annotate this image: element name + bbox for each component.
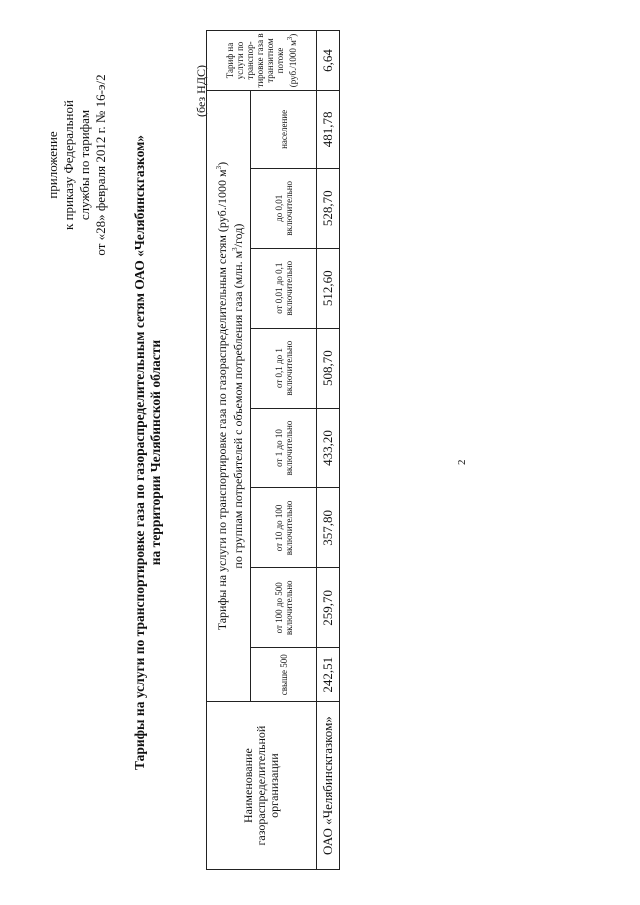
page-number: 2 [456,459,468,465]
value-cell: 481,78 [317,90,340,168]
value-cell: 242,51 [317,648,340,702]
vat-note: (без НДС) [194,64,208,117]
title-line-1: Тарифы на услуги по транспортировке газа по газораспределительным сетям ОАО «Челябинскгазком» [132,134,147,771]
value-cell: 528,70 [317,168,340,248]
group-header-cube-2: 3 [230,247,239,251]
value-cell: 6,64 [317,31,340,91]
org-header: Наименование газораспределительной организации [207,702,317,870]
subheader-01-1: от 0,1 до 1 включительно [251,328,317,408]
subheader-1-10: от 1 до 10 включительно [251,408,317,488]
tariff-table [206,30,340,870]
value-cell: 357,80 [317,488,340,568]
transit-header-close-paren: ) [288,33,298,37]
group-header [207,90,251,701]
title-line-2: на территории Челябинской области [148,339,163,566]
subheader-up-to-001: до 0,01 включительно [251,168,317,248]
subheader-population: население [251,90,317,168]
appendix-line-2: к приказу Федеральной [61,100,76,230]
transit-header [207,31,317,91]
subheader-001-01: от 0,01 до 0,1 включительно [251,248,317,328]
group-header-close-paren: ) [214,161,229,166]
group-header-cube-1: 3 [214,165,223,170]
value-cell: 259,70 [317,568,340,648]
value-cell: 433,20 [317,408,340,488]
subheader-over-500: свыше 500 [251,648,317,702]
appendix-line-1: приложение [45,131,60,199]
appendix-block [45,35,109,295]
appendix-line-4: от «28» февраля 2012 г. № 16-э/2 [93,74,108,256]
group-header-part-c: /год) [230,223,245,248]
transit-header-cube: 3 [286,36,294,41]
group-header-part-b: по группам потребителей с объемом потребления газа (млн. м [230,250,245,569]
subheader-100-500: от 100 до 500 включительно [251,568,317,648]
value-cell: 508,70 [317,328,340,408]
document-title [132,0,164,905]
appendix-line-3: службы по тарифам [77,109,92,221]
table-row [317,31,340,870]
group-header-part-a: Тарифы на услуги по транспортировке газа по газораспределительным сетям (руб./1000 м [214,169,229,631]
transit-header-text: Тариф на услуги по транспор-тировке газа в транзитном потоке (руб./1000 м [225,33,298,88]
subheader-10-100: от 10 до 100 включительно [251,488,317,568]
value-cell: 512,60 [317,248,340,328]
org-name-cell: ОАО «Челябинскгазком» [317,702,340,870]
